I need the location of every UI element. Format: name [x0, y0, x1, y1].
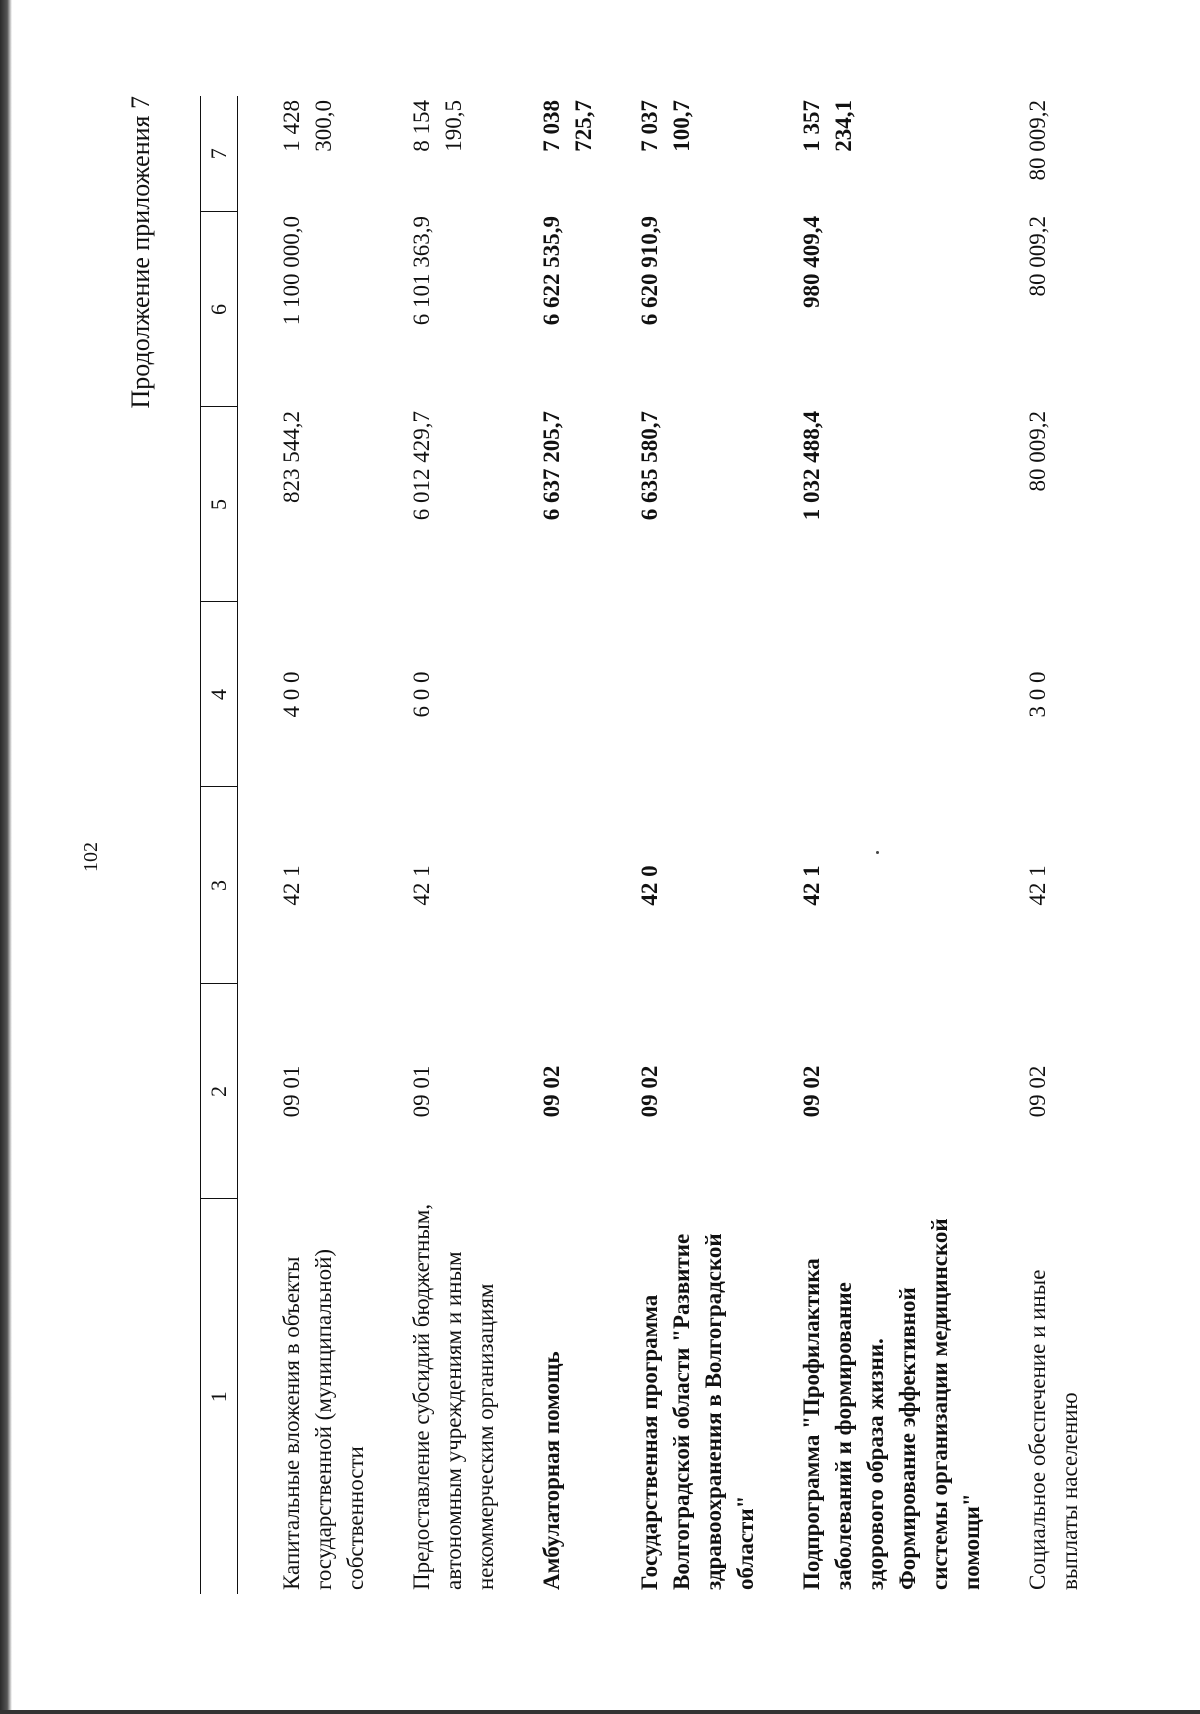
amount-col7: 1 357 234,1	[799, 100, 856, 152]
scan-speck	[876, 851, 879, 854]
amount-col5: 1 032 488,4	[799, 411, 824, 521]
amount-col5: 6 012 429,7	[409, 411, 434, 521]
expense-type-code: 6 0 0	[409, 671, 434, 718]
program-code: 42 1	[1025, 865, 1050, 906]
row-name: Государственная программа Волгоградской области "Развитие здравоохранения в Волгоградской области"	[637, 1233, 758, 1590]
program-code: 42 1	[279, 865, 304, 906]
section-code: 09 02	[799, 1065, 824, 1118]
section-code: 09 02	[637, 1065, 662, 1118]
continuation-label: Продолжение приложения 7	[126, 96, 155, 409]
column-header-6: 6	[201, 212, 238, 407]
table-row	[994, 96, 1092, 1594]
column-header-4: 4	[201, 602, 238, 787]
row-name: Социальное обеспечение и иные выплаты населению	[1025, 1269, 1082, 1590]
table-header-row	[201, 96, 238, 1594]
amount-col7: 8 154 190,5	[409, 100, 466, 152]
amount-col5: 80 009,2	[1025, 411, 1050, 492]
table-row	[768, 96, 994, 1594]
column-header-2: 2	[201, 984, 238, 1199]
amount-col7: 7 037 100,7	[637, 100, 694, 152]
amount-col5: 6 637 205,7	[539, 411, 564, 521]
amount-col7: 1 428 300,0	[279, 100, 336, 152]
amount-col6: 980 409,4	[799, 216, 824, 308]
row-name: Предоставление субсидий бюджетным, автономным учреждениям и иным некоммерческим организациям	[409, 1203, 498, 1590]
section-code: 09 02	[1025, 1065, 1050, 1118]
section-code: 09 02	[539, 1065, 564, 1118]
amount-col6: 6 101 363,9	[409, 216, 434, 326]
row-name: Капитальные вложения в объекты государственной (муниципальной) собственности	[279, 1248, 368, 1590]
amount-col6: 6 620 910,9	[637, 216, 662, 326]
section-code: 09 01	[409, 1065, 434, 1118]
amount-col5: 6 635 580,7	[637, 411, 662, 521]
expense-type-code	[606, 602, 768, 787]
amount-col6: 1 100 000,0	[279, 216, 304, 326]
column-header-5: 5	[201, 407, 238, 602]
expense-type-code	[768, 602, 994, 787]
program-code: 42 1	[409, 865, 434, 906]
expense-type-code	[508, 602, 606, 787]
program-code	[508, 787, 606, 984]
amount-col7: 7 038 725,7	[539, 100, 596, 152]
amount-col6: 6 622 535,9	[539, 216, 564, 326]
column-header-7: 7	[201, 96, 238, 212]
page-number: 102	[80, 842, 102, 872]
budget-table	[200, 96, 1092, 1594]
expense-type-code: 3 0 0	[1025, 671, 1050, 718]
amount-col7: 80 009,2	[1025, 100, 1050, 181]
column-header-1: 1	[201, 1199, 238, 1594]
program-code: 42 0	[637, 865, 662, 906]
row-name: Подпрограмма "Профилактика заболеваний и формирование здорового образа жизни. Формирование эффективной системы организации медицинской помощи"	[799, 1218, 984, 1590]
row-name: Амбулаторная помощь	[539, 1351, 564, 1590]
section-code: 09 01	[279, 1065, 304, 1118]
amount-col6: 80 009,2	[1025, 216, 1050, 297]
table-row	[508, 96, 606, 1594]
expense-type-code: 4 0 0	[279, 671, 304, 718]
table-row	[238, 96, 379, 1594]
column-header-3: 3	[201, 787, 238, 984]
table-row	[378, 96, 508, 1594]
amount-col5: 823 544,2	[279, 411, 304, 503]
table-row	[606, 96, 768, 1594]
program-code: 42 1	[799, 865, 824, 906]
